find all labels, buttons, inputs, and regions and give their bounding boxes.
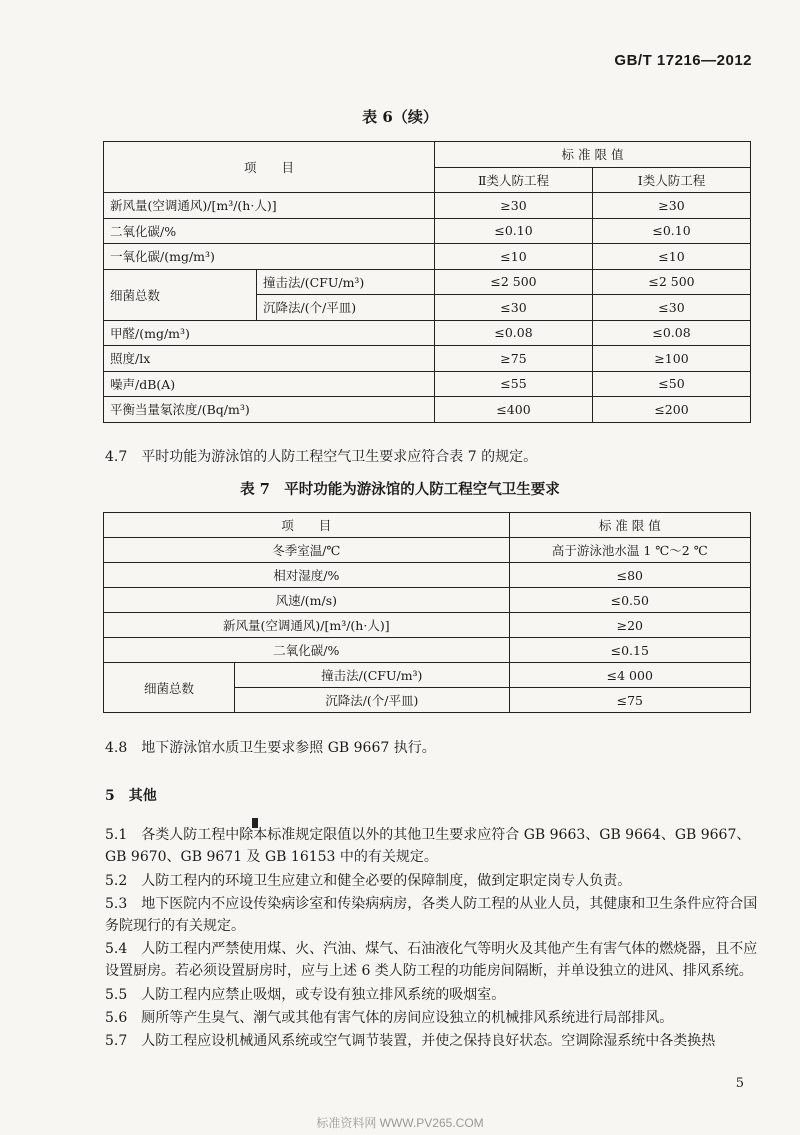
clause-5-4: 5.4 人防工程内严禁使用煤、火、汽油、煤气、石油液化气等明火及其他产生有害气体的燃烧器，且不应设置厨房。若必须设置厨房时，应与上述 6 类人防工程的功能房间隔断，并单设独立的进风、排风系统。 (105, 941, 758, 979)
table-row (104, 588, 751, 613)
table-row (104, 269, 751, 295)
cell-value: ≥30 (593, 193, 751, 219)
clause-5-3: 5.3 地下医院内不应设传染病诊室和传染病病房，各类人防工程的从业人员，其健康和卫生条件应符合国务院现行的有关规定。 (105, 896, 758, 934)
cell-value: ≤10 (435, 244, 593, 270)
cell-value: ≤400 (435, 397, 593, 423)
table-row (104, 638, 751, 663)
cell-value: ≤2 500 (435, 269, 593, 295)
clause-5-6: 5.6 厕所等产生臭气、潮气或其他有害气体的房间应设独立的机械排风系统进行局部排风。 (105, 1010, 674, 1026)
row-label: 一氧化碳/(mg/m³) (104, 244, 435, 270)
table-header-row (104, 142, 751, 168)
header-limit: 标 准 限 值 (509, 513, 750, 538)
table6-title: 表 6（续） (362, 108, 438, 126)
header-class1: Ⅰ类人防工程 (593, 167, 751, 193)
row-label: 新风量(空调通风)/[m³/(h·人)] (104, 193, 435, 219)
cell-value: ≤0.08 (435, 320, 593, 346)
cell-value: ≤50 (593, 371, 751, 397)
header-item: 项 目 (104, 142, 435, 193)
cell-value: ≥75 (435, 346, 593, 372)
cell-value: ≤0.10 (435, 218, 593, 244)
row-label: 平衡当量氡浓度/(Bq/m³) (104, 397, 435, 423)
table-row (104, 371, 751, 397)
row-sublabel: 沉降法/(个/平皿) (235, 688, 510, 713)
row-label: 二氧化碳/% (104, 218, 435, 244)
clause-4-7: 4.7 平时功能为游泳馆的人防工程空气卫生要求应符合表 7 的规定。 (105, 449, 538, 465)
table-header-row (104, 513, 751, 538)
clause-5-1: 5.1 各类人防工程中除本标准规定限值以外的其他卫生要求应符合 GB 9663、GB 9664、GB 9667、GB 9670、GB 9671 及 GB 16153 中的有关规定。 (105, 827, 751, 865)
row-sublabel: 沉降法/(个/平皿) (257, 295, 435, 321)
row-group-label: 细菌总数 (104, 269, 257, 320)
cell-value: ≤10 (593, 244, 751, 270)
row-label: 噪声/dB(A) (104, 371, 435, 397)
clause-5-5: 5.5 人防工程内应禁止吸烟，或专设有独立排风系统的吸烟室。 (105, 987, 506, 1003)
cell-value: ≤80 (509, 563, 750, 588)
row-label: 新风量(空调通风)/[m³/(h·人)] (104, 613, 510, 638)
clause-5-2: 5.2 人防工程内的环境卫生应建立和健全必要的保障制度，做到定职定岗专人负责。 (105, 873, 632, 889)
row-label: 二氧化碳/% (104, 638, 510, 663)
table-row (104, 218, 751, 244)
row-group-label: 细菌总数 (104, 663, 235, 713)
table-row (104, 563, 751, 588)
header-class2: Ⅱ类人防工程 (435, 167, 593, 193)
cell-value: ≤75 (509, 688, 750, 713)
cell-value: ≤0.15 (509, 638, 750, 663)
table-row (104, 663, 751, 688)
row-label: 冬季室温/℃ (104, 538, 510, 563)
cell-value: ≤0.50 (509, 588, 750, 613)
table-row (104, 193, 751, 219)
header-item: 项 目 (104, 513, 510, 538)
page-number: 5 (735, 1076, 744, 1091)
table-row (104, 538, 751, 563)
standard-number: GB/T 17216—2012 (614, 52, 752, 69)
table7-title: 表 7 平时功能为游泳馆的人防工程空气卫生要求 (240, 481, 560, 498)
table-row (104, 320, 751, 346)
row-sublabel: 撞击法/(CFU/m³) (235, 663, 510, 688)
cell-value: ≤55 (435, 371, 593, 397)
table-row (104, 244, 751, 270)
clause-5-7: 5.7 人防工程应设机械通风系统或空气调节装置，并使之保持良好状态。空调除湿系统中各类换热 (105, 1033, 716, 1049)
table7 (103, 512, 751, 713)
table-row (104, 613, 751, 638)
cell-value: ≥100 (593, 346, 751, 372)
cell-value: 高于游泳池水温 1 ℃～2 ℃ (509, 538, 750, 563)
header-limit: 标 准 限 值 (435, 142, 751, 168)
cell-value: ≤0.10 (593, 218, 751, 244)
table6 (103, 141, 751, 423)
row-sublabel: 撞击法/(CFU/m³) (257, 269, 435, 295)
row-label: 照度/lx (104, 346, 435, 372)
table-row (104, 397, 751, 423)
row-label: 甲醛/(mg/m³) (104, 320, 435, 346)
cell-value: ≤200 (593, 397, 751, 423)
cell-value: ≤2 500 (593, 269, 751, 295)
cell-value: ≤30 (593, 295, 751, 321)
clause-4-8: 4.8 地下游泳馆水质卫生要求参照 GB 9667 执行。 (105, 740, 436, 756)
row-label: 风速/(m/s) (104, 588, 510, 613)
table-row (104, 346, 751, 372)
row-label: 相对湿度/% (104, 563, 510, 588)
cell-value: ≥30 (435, 193, 593, 219)
cell-value: ≥20 (509, 613, 750, 638)
cell-value: ≤30 (435, 295, 593, 321)
watermark: 标准资料网 WWW.PV265.COM (316, 1116, 484, 1130)
cell-value: ≤0.08 (593, 320, 751, 346)
cell-value: ≤4 000 (509, 663, 750, 688)
section-5-heading: 5 其他 (105, 788, 157, 804)
